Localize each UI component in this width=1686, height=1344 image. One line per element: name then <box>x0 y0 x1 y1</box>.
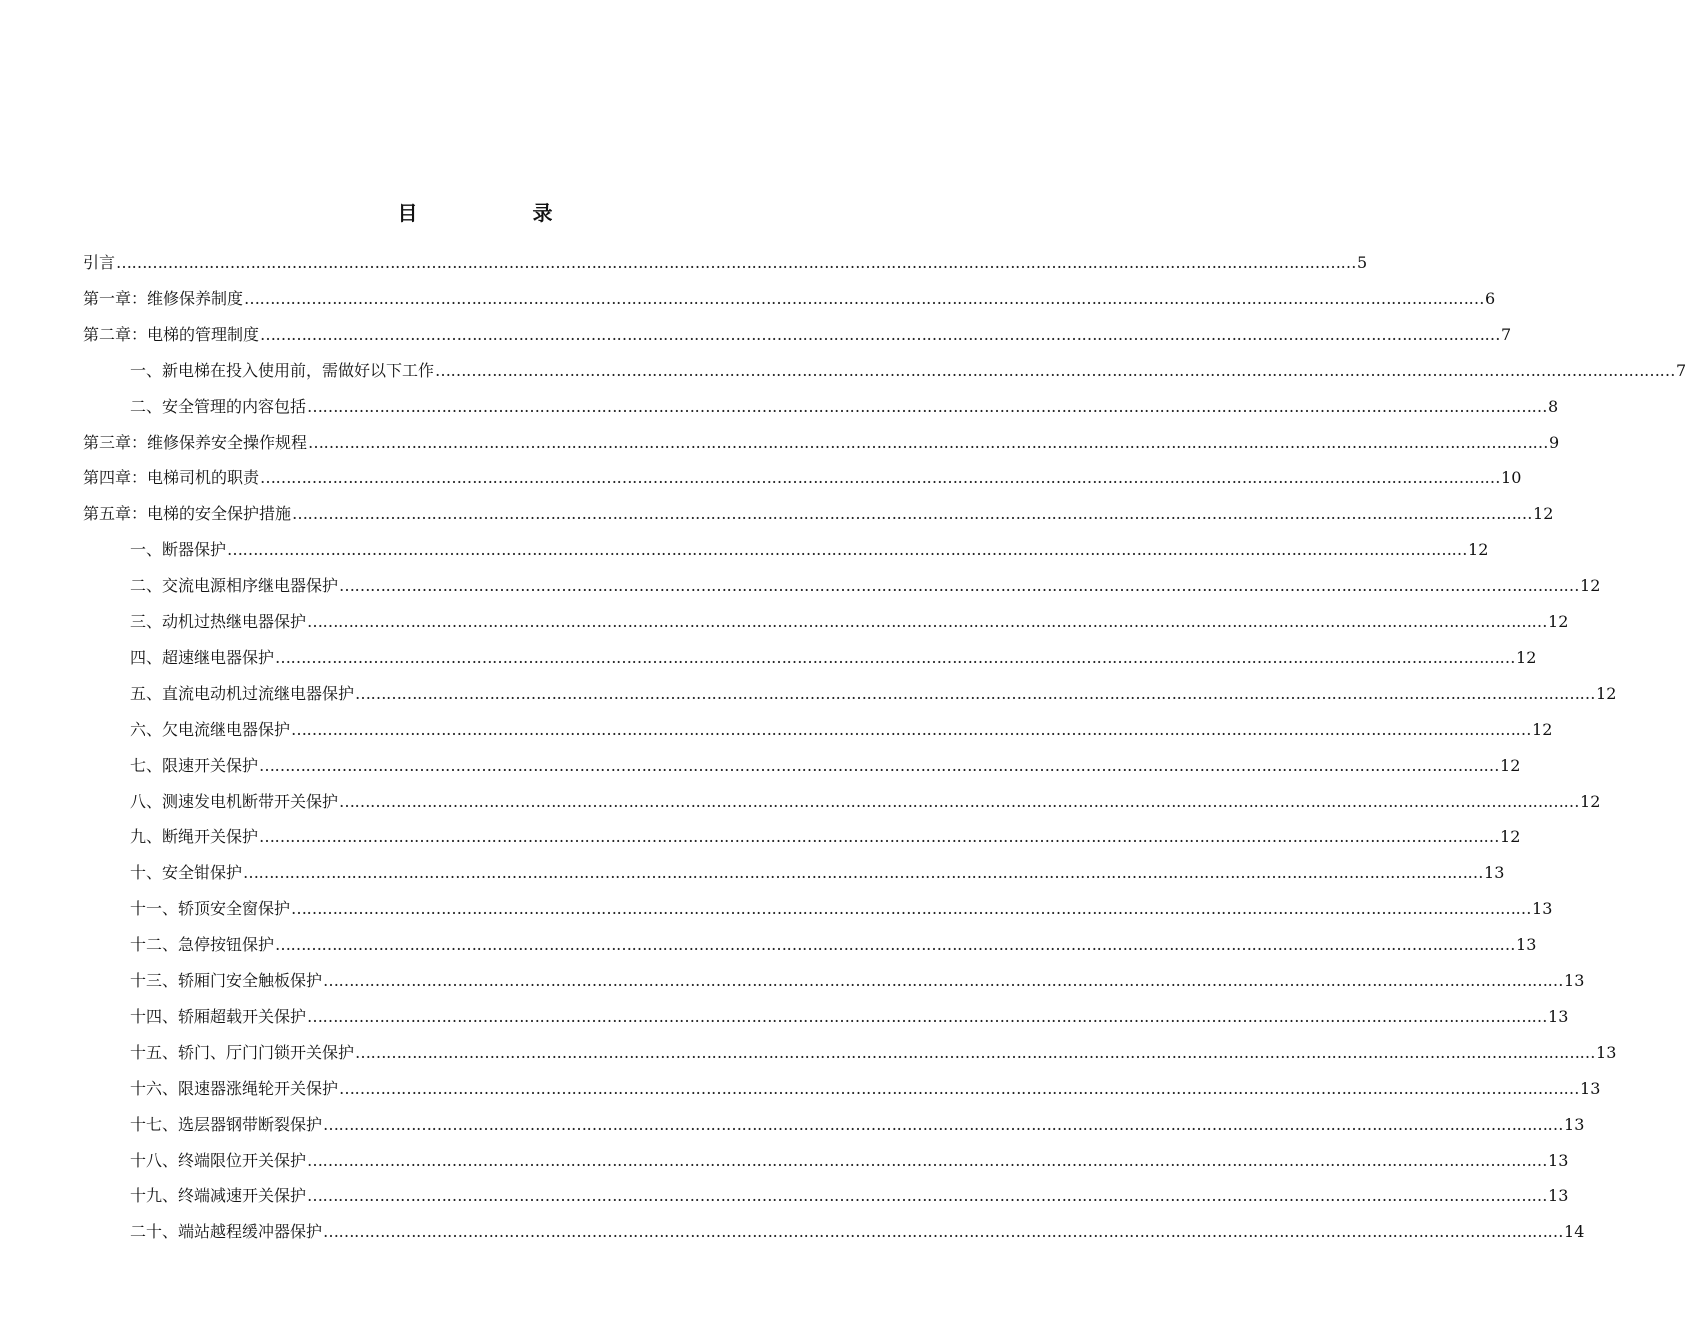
toc-entry-label: 十四、轿厢超载开关保护 <box>130 1007 307 1026</box>
toc-dot-leader: …………………………………………………………………………………………………………………………………………………………………………………………………………………… <box>244 289 1485 308</box>
toc-entry-page-number: 13 <box>1548 1151 1569 1170</box>
toc-dot-leader: …………………………………………………………………………………………………………………………………………………………………………………………………………………… <box>355 1043 1596 1062</box>
toc-entry-page-number: 8 <box>1548 397 1559 416</box>
toc-entry-page-number: 12 <box>1468 540 1489 559</box>
toc-dot-leader: …………………………………………………………………………………………………………………………………………………………………………………………………………………… <box>116 253 1357 272</box>
toc-entry[interactable] <box>130 713 1553 747</box>
toc-entry-label: 第五章：电梯的安全保护措施 <box>83 504 292 523</box>
toc-entry[interactable] <box>130 1179 1569 1213</box>
toc-dot-leader: …………………………………………………………………………………………………………………………………………………………………………………………………………………… <box>260 325 1501 344</box>
toc-entry-label: 第三章：维修保养安全操作规程 <box>83 433 308 452</box>
toc-entry[interactable] <box>130 354 1686 388</box>
toc-entry-page-number: 12 <box>1580 576 1601 595</box>
toc-entry-page-number: 13 <box>1516 935 1537 954</box>
toc-entry-label: 第四章：电梯司机的职责 <box>83 468 260 487</box>
toc-dot-leader: …………………………………………………………………………………………………………………………………………………………………………………………………………………… <box>323 1115 1564 1134</box>
toc-entry[interactable] <box>130 533 1489 567</box>
toc-entry-page-number: 13 <box>1548 1186 1569 1205</box>
toc-entry-label: 五、直流电动机过流继电器保护 <box>130 684 355 703</box>
toc-entry-label: 七、限速开关保护 <box>130 756 259 775</box>
toc-entry[interactable] <box>83 282 1496 316</box>
toc-dot-leader: …………………………………………………………………………………………………………………………………………………………………………………………………………………… <box>307 612 1548 631</box>
toc-entry[interactable] <box>130 569 1601 603</box>
toc-entry[interactable] <box>83 497 1554 531</box>
toc-entry-page-number: 13 <box>1564 1115 1585 1134</box>
toc-entry[interactable] <box>130 641 1537 675</box>
toc-entry-label: 二十、端站越程缓冲器保护 <box>130 1222 323 1241</box>
toc-entry-label: 九、断绳开关保护 <box>130 827 259 846</box>
toc-entry-label: 三、动机过热继电器保护 <box>130 612 307 631</box>
toc-entry-label: 十三、轿厢门安全触板保护 <box>130 971 323 990</box>
toc-dot-leader: …………………………………………………………………………………………………………………………………………………………………………………………………………………… <box>243 863 1484 882</box>
toc-dot-leader: …………………………………………………………………………………………………………………………………………………………………………………………………………………… <box>227 540 1468 559</box>
toc-dot-leader: …………………………………………………………………………………………………………………………………………………………………………………………………………………… <box>307 1007 1548 1026</box>
toc-entry-label: 二、交流电源相序继电器保护 <box>130 576 339 595</box>
toc-entry[interactable] <box>130 1072 1601 1106</box>
toc-entry[interactable] <box>130 892 1553 926</box>
toc-entry-label: 十九、终端减速开关保护 <box>130 1186 307 1205</box>
toc-entry-page-number: 12 <box>1516 648 1537 667</box>
toc-dot-leader: …………………………………………………………………………………………………………………………………………………………………………………………………………………… <box>259 756 1500 775</box>
toc-entry[interactable] <box>130 749 1521 783</box>
toc-entry-page-number: 5 <box>1357 253 1368 272</box>
toc-entry-page-number: 14 <box>1564 1222 1585 1241</box>
toc-entry-label: 十一、轿顶安全窗保护 <box>130 899 291 918</box>
toc-entry-page-number: 13 <box>1596 1043 1617 1062</box>
toc-entry[interactable] <box>130 390 1559 424</box>
toc-entry[interactable] <box>130 928 1537 962</box>
toc-entry[interactable] <box>83 461 1522 495</box>
toc-dot-leader: …………………………………………………………………………………………………………………………………………………………………………………………………………………… <box>307 1151 1548 1170</box>
toc-entry-page-number: 13 <box>1548 1007 1569 1026</box>
toc-entry-page-number: 9 <box>1549 433 1560 452</box>
toc-entry-label: 十、安全钳保护 <box>130 863 243 882</box>
toc-entry-label: 第一章：维修保养制度 <box>83 289 244 308</box>
toc-entry-page-number: 12 <box>1532 720 1553 739</box>
toc-entry-label: 十二、急停按钮保护 <box>130 935 275 954</box>
toc-entry-page-number: 13 <box>1580 1079 1601 1098</box>
toc-entry-page-number: 6 <box>1485 289 1496 308</box>
toc-dot-leader: …………………………………………………………………………………………………………………………………………………………………………………………………………………… <box>275 935 1516 954</box>
toc-dot-leader: …………………………………………………………………………………………………………………………………………………………………………………………………………………… <box>307 397 1548 416</box>
toc-entry-page-number: 12 <box>1500 756 1521 775</box>
toc-dot-leader: …………………………………………………………………………………………………………………………………………………………………………………………………………………… <box>339 576 1580 595</box>
toc-entry-label: 十五、轿门、厅门门锁开关保护 <box>130 1043 355 1062</box>
toc-title: 目 录 <box>397 201 607 225</box>
toc-dot-leader: …………………………………………………………………………………………………………………………………………………………………………………………………………………… <box>291 899 1532 918</box>
toc-entry-page-number: 12 <box>1500 827 1521 846</box>
toc-entry-label: 第二章：电梯的管理制度 <box>83 325 260 344</box>
toc-entry-page-number: 12 <box>1580 792 1601 811</box>
toc-entry[interactable] <box>130 605 1569 639</box>
toc-entry[interactable] <box>130 1000 1569 1034</box>
toc-dot-leader: …………………………………………………………………………………………………………………………………………………………………………………………………………………… <box>292 504 1533 523</box>
toc-dot-leader: …………………………………………………………………………………………………………………………………………………………………………………………………………………… <box>291 720 1532 739</box>
toc-entry-page-number: 13 <box>1532 899 1553 918</box>
toc-entry-label: 一、新电梯在投入使用前，需做好以下工作 <box>130 361 435 380</box>
toc-dot-leader: …………………………………………………………………………………………………………………………………………………………………………………………………………………… <box>260 468 1501 487</box>
toc-entry-page-number: 13 <box>1484 863 1505 882</box>
toc-entry[interactable] <box>83 318 1512 352</box>
toc-dot-leader: …………………………………………………………………………………………………………………………………………………………………………………………………………………… <box>323 971 1564 990</box>
toc-dot-leader: …………………………………………………………………………………………………………………………………………………………………………………………………………………… <box>308 433 1549 452</box>
toc-entry-label: 四、超速继电器保护 <box>130 648 275 667</box>
toc-entry-label: 引言 <box>83 253 116 272</box>
toc-entry-label: 六、欠电流继电器保护 <box>130 720 291 739</box>
toc-entry[interactable] <box>130 677 1617 711</box>
toc-dot-leader: …………………………………………………………………………………………………………………………………………………………………………………………………………………… <box>339 792 1580 811</box>
toc-entry-page-number: 13 <box>1564 971 1585 990</box>
toc-entry-label: 十七、选层器钢带断裂保护 <box>130 1115 323 1134</box>
toc-dot-leader: …………………………………………………………………………………………………………………………………………………………………………………………………………………… <box>339 1079 1580 1098</box>
toc-entry-label: 十六、限速器涨绳轮开关保护 <box>130 1079 339 1098</box>
toc-entry[interactable] <box>130 820 1521 854</box>
toc-entry[interactable] <box>130 964 1585 998</box>
toc-entry[interactable] <box>130 1215 1585 1249</box>
toc-entry[interactable] <box>130 1144 1569 1178</box>
toc-entry[interactable] <box>130 785 1601 819</box>
toc-entry-page-number: 12 <box>1533 504 1554 523</box>
toc-entry[interactable] <box>83 246 1368 280</box>
toc-entry-label: 十八、终端限位开关保护 <box>130 1151 307 1170</box>
toc-dot-leader: …………………………………………………………………………………………………………………………………………………………………………………………………………………… <box>355 684 1596 703</box>
toc-entry-label: 二、安全管理的内容包括 <box>130 397 307 416</box>
toc-dot-leader: …………………………………………………………………………………………………………………………………………………………………………………………………………………… <box>323 1222 1564 1241</box>
toc-dot-leader: …………………………………………………………………………………………………………………………………………………………………………………………………………………… <box>275 648 1516 667</box>
toc-dot-leader: …………………………………………………………………………………………………………………………………………………………………………………………………………………… <box>259 827 1500 846</box>
toc-entry[interactable] <box>130 1108 1585 1142</box>
toc-entry-page-number: 12 <box>1548 612 1569 631</box>
toc-entry-label: 一、断器保护 <box>130 540 227 559</box>
toc-dot-leader: …………………………………………………………………………………………………………………………………………………………………………………………………………………… <box>435 361 1676 380</box>
toc-entry-label: 八、测速发电机断带开关保护 <box>130 792 339 811</box>
toc-entry-page-number: 12 <box>1596 684 1617 703</box>
toc-entry-page-number: 10 <box>1501 468 1522 487</box>
toc-entry[interactable] <box>130 856 1505 890</box>
toc-entry-page-number: 7 <box>1501 325 1512 344</box>
toc-entry[interactable] <box>130 1036 1617 1070</box>
toc-entry[interactable] <box>83 426 1560 460</box>
toc-entry-page-number: 7 <box>1676 361 1686 380</box>
toc-dot-leader: …………………………………………………………………………………………………………………………………………………………………………………………………………………… <box>307 1186 1548 1205</box>
